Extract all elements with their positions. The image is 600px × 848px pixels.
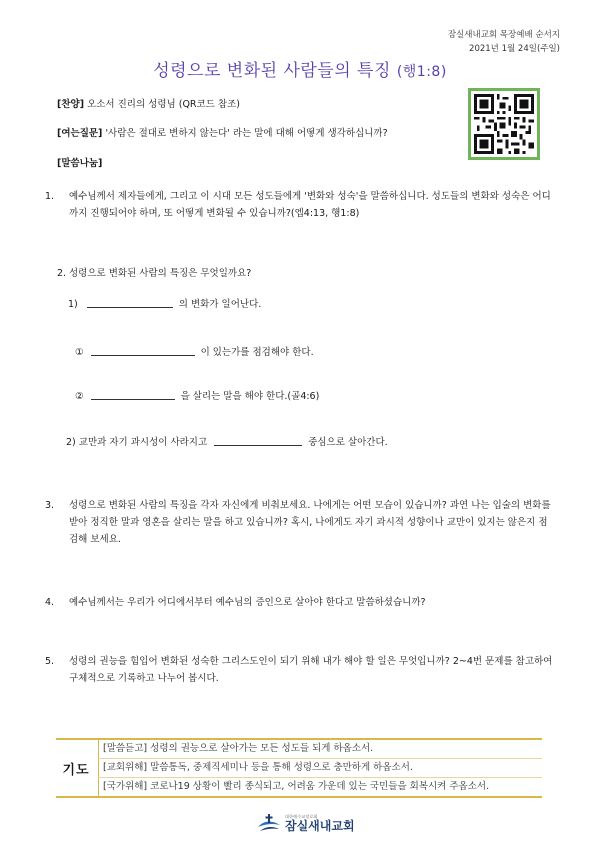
prayer-item: [말씀듣고] 성령의 권능으로 살아가는 모든 성도들 되게 하옵소서. [98, 740, 542, 758]
qr-code[interactable] [468, 88, 540, 160]
hymn-tag: [찬양] [57, 99, 85, 110]
hymn-line [57, 97, 240, 113]
document-header [448, 28, 560, 56]
question-text: 예수님께서 제자들에게, 그리고 이 시대 모든 성도들에게 '변화와 성숙'을 말씀하십니다. 성도들의 변화와 성숙은 어디까지 진행되어야 하며, 또 어떻게 변화될 수 있습니까?(엡4:13, 행1:8) [69, 191, 551, 219]
sub-number: 2) [66, 437, 76, 448]
question-text: 성령으로 변화된 사람의 특징은 무엇일까요? [69, 268, 252, 279]
question-number: 3. [45, 500, 55, 511]
question-2 [57, 265, 251, 282]
church-logo [256, 808, 355, 838]
hymn-title: 오소서 진리의 성령님 [87, 99, 176, 110]
page-title [0, 56, 600, 81]
question-1 [45, 188, 555, 222]
prayer-list [98, 740, 542, 796]
question-number: 4. [45, 597, 55, 608]
prayer-item: [국가위해] 코로나19 상황이 빨리 종식되고, 어려움 가운데 있는 국민들을 회복시켜 주옵소서. [98, 777, 542, 796]
question-number: 5. [45, 656, 55, 667]
q2-sub-1 [68, 296, 261, 313]
qr-code-icon [474, 94, 534, 154]
sub-number: 1) [68, 299, 78, 310]
q2-circle-2 [75, 388, 319, 405]
sub-text-before: 교만과 자기 과시성이 사라지고 [78, 437, 208, 448]
title-reference: (행1:8) [396, 64, 447, 80]
circle-number: ① [75, 347, 84, 358]
sub-text: 의 변화가 일어난다. [178, 299, 262, 310]
opening-tag: [여는질문] [57, 128, 103, 139]
q2-sub-2 [66, 434, 388, 451]
header-date: 2021년 1월 24일(주일) [469, 44, 560, 54]
q2-circle-1 [75, 344, 314, 361]
sharing-heading: [말씀나눔] [57, 158, 103, 169]
title-main: 성령으로 변화된 사람들의 특징 [153, 61, 391, 81]
question-text: 성령의 권능을 힘입어 변화된 성숙한 그리스도인이 되기 위해 내가 해야 할 일은 무엇입니까? 2~4번 문제를 참고하여 구체적으로 기록하고 나누어 봅시다. [69, 656, 553, 684]
circle-number: ② [75, 391, 84, 402]
prayer-item: [교회위해] 말씀통독, 중제직세미나 등을 통해 성령으로 충만하게 하옵소서. [98, 758, 542, 777]
question-4 [45, 594, 555, 611]
logo-denomination: 대한예수교장로회 [285, 813, 318, 819]
answer-blank[interactable] [91, 389, 175, 400]
question-text: 성령으로 변화된 사람의 특징을 각자 자신에게 비춰보세요. 나에게는 어떤 모습이 있습니까? 과연 나는 입술의 변화를 받아 정직한 말과 영혼을 살리는 말을 하고 있습니까? 혹시, 나에게도 자기 과시적 성향이나 교만이 있지는 않은지 점검해 보세요. [69, 500, 551, 545]
opening-question [57, 126, 388, 142]
sub-text: 을 살리는 말을 해야 한다.(골4:6) [180, 391, 320, 402]
church-emblem-icon [256, 811, 282, 835]
answer-blank[interactable] [87, 297, 173, 308]
sub-text-after: 중심으로 살아간다. [308, 437, 388, 448]
question-number: 1. [45, 191, 55, 202]
hymn-note: (QR코드 참조) [178, 99, 240, 110]
question-5 [45, 653, 555, 687]
opening-text: '사람은 절대로 변하지 않는다' 라는 말에 대해 어떻게 생각하십니까? [105, 128, 388, 139]
question-text: 예수님께서는 우리가 어디에서부터 예수님의 증인으로 살아야 한다고 말씀하셨습니까? [69, 597, 426, 608]
header-church-line: 잠실새내교회 목장예배 순서지 [447, 30, 560, 40]
logo-church-name: 잠실새내교회 [285, 818, 355, 833]
prayer-label: 기도 [62, 762, 90, 778]
question-3 [45, 497, 555, 548]
sub-text: 이 있는가를 점검해야 한다. [200, 347, 314, 358]
answer-blank[interactable] [214, 435, 302, 446]
answer-blank[interactable] [91, 345, 195, 356]
question-number: 2. [57, 268, 67, 279]
prayer-box [56, 738, 542, 798]
